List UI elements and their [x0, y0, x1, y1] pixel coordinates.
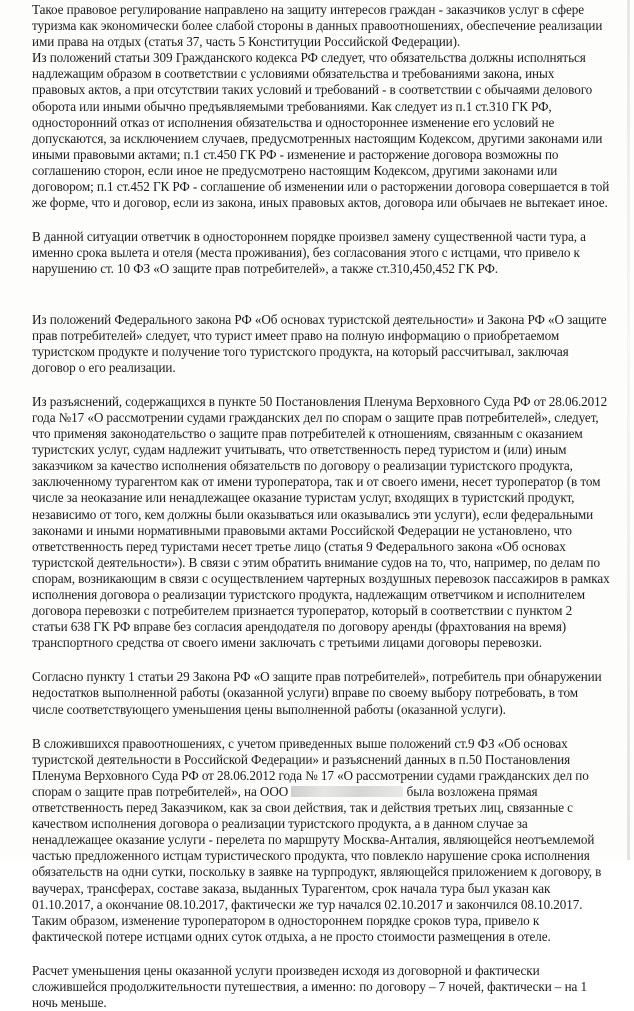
paragraph-defendant-unilateral-change: В данной ситуации ответчик в одностороннем порядке произвел замену существенной части тура, а именно срока вылета и отеля (места проживания), без согласования этого с истцами, что привело к нарушению ст. 10 ФЗ «О защите прав потребителей», а также ст.310,450,452 ГК РФ. [32, 229, 586, 277]
paragraph-consumer-protection-intro: Такое правовое регулирование направлено на защиту интересов граждан - заказчиков услуг в сфере туризма как экономически более слабой стороны в данных правоотношениях, обеспечение реализации ими права на отдых (статья 37, часть 5 Конституции Российской Федерации). [32, 2, 603, 50]
paragraph-legal-relations-part2: была возложена прямая ответственность перед Заказчиком, как за свои действия, так и действия третьих лиц, связанные с качеством исполнения договора о реализации туристского продукта, а в данном случае за ненадлежащее оказание услуги - перелета по маршруту Москва-Анталия, являющейся неотъемлемой частью предложенного истцам туристического продукта, что повлекло нарушение срока исполнения обязательств на одни сутки, поскольку в заявке на турпродукт, являющейся приложением к договору, в ваучерах, трансферах, составе заказа, выданных Турагентом, срок начала тура был указан как 01.10.2017, а окончание 08.10.2017, фактически же тур начался 02.10.2017 и закончился 08.10.2017. Таким образом, изменение туроператором в одностороннем порядке сроков тура, привело к фактической потере истцами одних суток отдыха, а не просто стоимости размещения в отеле. [32, 783, 602, 944]
paragraph-legal-relations [32, 736, 610, 945]
document-body [32, 2, 610, 1011]
paragraph-spacer [32, 718, 610, 736]
scan-edge-shadow [627, 0, 630, 860]
paragraph-spacer [32, 278, 610, 312]
paragraph-spacer [32, 651, 610, 669]
paragraph-supreme-court-clarification: Из разъяснений, содержащихся в пункте 50 Постановления Пленума Верховного Суда РФ от 28.06.2012 года №17 «О рассмотрении судами гражданских дел по спорам о защите прав потребителей», следует, что применяя законодательство о защите прав потребителей к отношениям, связанным с оказанием туристских услуг, судам надлежит учитывать, что ответственность перед туристом и (или) иным заказчиком за качество исполнения обязательств по договору о реализации туристского продукта, заключенному турагентом как от имени туроператора, так и от своего имени, несет туроператор (в том числе за неоказание или ненадлежащее оказание туристам услуг, входящих в туристский продукт, независимо от того, кем должны были оказываться или оказывались эти услуги), если федеральными законами и иными нормативными правовыми актами Российской Федерации не установлено, что ответственность перед туристами несет третье лицо (статья 9 Федерального закона «Об основах туристской деятельности»). В связи с этим обратить внимание судов на то, что, например, по делам по спорам, возникающим в связи с осуществлением чартерных воздушных перевозок пассажиров в рамках исполнения договора о реализации туристского продукта, надлежащим ответчиком и исполнителем договора перевозки с потребителем признается туроператор, который в соответствии с пунктом 2 статьи 638 ГК РФ вправе без согласия арендодателя по договору аренды (фрахтования на время) транспортного средства от своего имени заключать с третьими лицами договоры перевозки. [32, 393, 610, 651]
paragraph-civil-code-309: Из положений статьи 309 Гражданского кодекса РФ следует, что обязательства должны исполняться надлежащим образом в соответствии с условиями обязательства и требованиями закона, иных правовых актов, а при отсутствии таких условий и требований - в соответствии с обычаями делового оборота или иными обычно предъявляемыми требованиями. Как следует из п.1 ст.310 ГК РФ, односторонний отказ от исполнения обязательства и одностороннее изменение его условий не допускаются, за исключением случаев, предусмотренных настоящим Кодексом, другими законами или иными правовыми актами; п.1 ст.450 ГК РФ - изменение и расторжение договора возможны по соглашению сторон, если иное не предусмотрено настоящим Кодексом, другими законами или договором; п.1 ст.452 ГК РФ - соглашение об изменении или о расторжении договора совершается в той же форме, что и договор, если из закона, иных правовых актов, договора или обычаев не вытекает иное. [32, 50, 610, 211]
paragraph-spacer [32, 945, 610, 963]
paragraph-spacer [32, 376, 610, 394]
redacted-company-name [291, 786, 403, 797]
paragraph-price-reduction-calculation: Расчет уменьшения цены оказанной услуги произведен исходя из договорной и фактически сложившейся продолжительности путешествия, а именно: по договору – 7 ночей, фактически – на 1 ночь меньше. [32, 962, 587, 1011]
paragraph-spacer [32, 211, 610, 229]
paragraph-tourist-right-to-info: Из положений Федерального закона РФ «Об основах туристской деятельности» и Закона РФ «О защите прав потребителей» следует, что турист имеет право на полную информацию о приобретаемом туристском продукте и получение того туристского продукта, на который рассчитывал, заключая договор о его реализации. [32, 311, 607, 375]
paragraph-legal-relations-part1: В сложившихся правоотношениях, с учетом приведенных выше положений ст.9 ФЗ «Об основах туристской деятельности в Российской Федерации» и разъяснений данных в п.50 Постановления Пленума Верховного Суда РФ от 28.06.2012 года № 17 «О рассмотрении судами гражданских дел по спорам о защите прав потребителей», на ООО [32, 735, 589, 799]
paragraph-article-29: Согласно пункту 1 статьи 29 Закона РФ «О защите прав потребителей», потребитель при обнаружении недостатков выполненной работы (оказанной услуги) вправе по своему выбору потребовать, в том числе соответствующего уменьшения цены выполненной работы (оказанной услуги). [32, 669, 602, 717]
